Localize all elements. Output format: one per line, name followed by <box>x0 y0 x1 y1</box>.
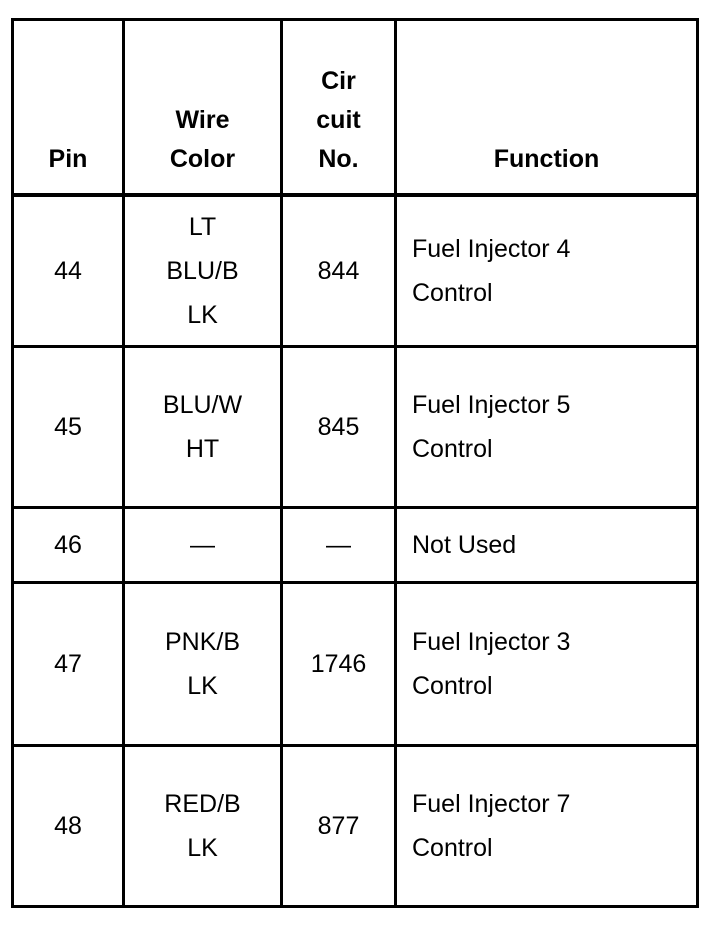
circuit-cell: 1746 <box>282 582 396 745</box>
function-line-1: Fuel Injector 4 <box>412 234 571 263</box>
header-function: Function <box>396 20 698 195</box>
table-row <box>13 195 698 347</box>
wire-color-cell: — <box>124 507 282 582</box>
pin-cell: 44 <box>13 195 124 347</box>
table-body <box>13 195 698 907</box>
table-row <box>13 745 698 906</box>
pin-cell: 46 <box>13 507 124 582</box>
function-cell <box>396 582 698 745</box>
function-line-2: Control <box>412 434 493 463</box>
circuit-cell: 877 <box>282 745 396 906</box>
table-row <box>13 582 698 745</box>
wire-color-cell: BLU/W HT <box>124 346 282 507</box>
function-cell <box>396 507 698 582</box>
header-circuit-no: Cir cuit No. <box>282 20 396 195</box>
function-line-1: Not Used <box>412 530 517 559</box>
circuit-cell: — <box>282 507 396 582</box>
header-row <box>13 20 698 195</box>
header-wire-color: Wire Color <box>124 20 282 195</box>
header-pin: Pin <box>13 20 124 195</box>
pin-cell: 48 <box>13 745 124 906</box>
function-line-1: Fuel Injector 7 <box>412 789 571 818</box>
pin-cell: 45 <box>13 346 124 507</box>
table-row <box>13 507 698 582</box>
function-line-1: Fuel Injector 5 <box>412 390 571 419</box>
circuit-cell: 845 <box>282 346 396 507</box>
function-line-2: Control <box>412 671 493 700</box>
function-cell <box>396 346 698 507</box>
function-line-1: Fuel Injector 3 <box>412 627 571 656</box>
connector-pinout-table <box>11 18 699 908</box>
table-header <box>13 20 698 195</box>
wire-color-cell: LT BLU/B LK <box>124 195 282 347</box>
function-cell <box>396 745 698 906</box>
function-cell <box>396 195 698 347</box>
table-row <box>13 346 698 507</box>
function-line-2: Control <box>412 833 493 862</box>
pin-cell: 47 <box>13 582 124 745</box>
wire-color-cell: RED/B LK <box>124 745 282 906</box>
circuit-cell: 844 <box>282 195 396 347</box>
function-line-2: Control <box>412 278 493 307</box>
wire-color-cell: PNK/B LK <box>124 582 282 745</box>
